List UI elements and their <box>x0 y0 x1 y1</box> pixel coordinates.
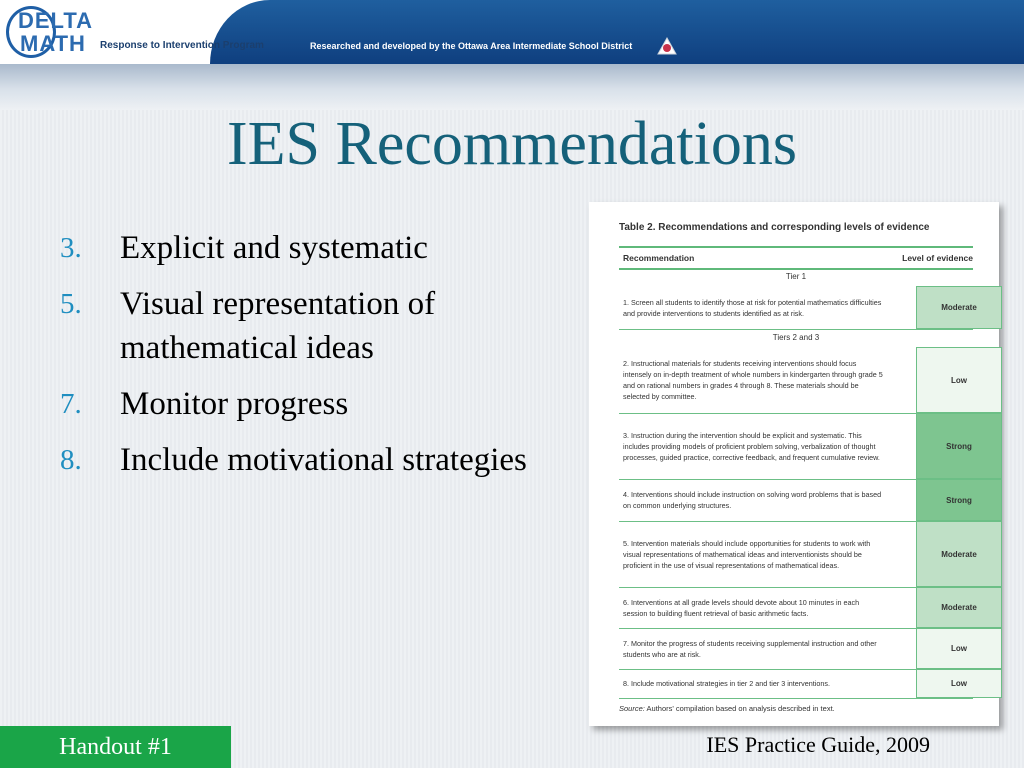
list-item-number: 8. <box>60 444 82 476</box>
column-header-recommendation: Recommendation <box>623 253 695 263</box>
list-item <box>60 282 530 370</box>
list-item-number: 3. <box>60 232 82 264</box>
recommendation-text: 1. Screen all students to identify those at risk for potential mathematics difficulties and provide interventions to students identified as at risk. <box>623 297 882 318</box>
evidence-level: Strong <box>916 479 1002 521</box>
recommendation-text: 8. Include motivational strategies in tier 2 and tier 3 interventions. <box>623 679 830 688</box>
table-row <box>619 286 977 330</box>
list-item-text: Visual representation of mathematical ideas <box>120 286 436 366</box>
source-label: Source: <box>619 704 645 713</box>
logo-word-math: MATH <box>20 31 86 56</box>
recommendation-text: 5. Intervention materials should include opportunities for students to work with visual representations of mathematical ideas and interventionists should be proficient in the use of visual representations of mathematical ideas. <box>623 538 871 570</box>
developer-credit: Researched and developed by the Ottawa Area Intermediate School District <box>310 41 633 51</box>
header-blue-band <box>210 0 1024 64</box>
evidence-level: Low <box>916 628 1002 669</box>
slide-title: IES Recommendations <box>227 110 797 178</box>
citation-text: IES Practice Guide, 2009 <box>706 732 930 757</box>
table-row <box>619 669 973 699</box>
recommendation-text: 3. Instruction during the intervention should be explicit and systematic. This includes providing models of proficient problem solving, verbalization of thought processes, guided practice, corrective feedback, and frequent cumulative review. <box>623 430 880 462</box>
table-row <box>619 628 973 670</box>
program-name: Response to Intervention Program <box>100 40 264 51</box>
list-item-number: 7. <box>60 388 82 420</box>
table-row <box>619 479 973 522</box>
recommendation-text: 2. Instructional materials for students receiving interventions should focus intensely on in-depth treatment of whole numbers in kindergarten through grade 5 and on rational numbers in grades 4 through 8. These materials should be selected by committee. <box>623 359 883 401</box>
list-item <box>60 438 530 482</box>
list-item <box>60 226 530 270</box>
table-row <box>619 413 973 480</box>
table-row <box>619 587 977 629</box>
column-header-level: Level of evidence <box>902 253 973 263</box>
list-item-text: Include motivational strategies <box>120 442 527 478</box>
source-text: Authors' compilation based on analysis described in text. <box>646 704 835 713</box>
evidence-level: Strong <box>916 413 1002 479</box>
table-row <box>619 521 977 588</box>
evidence-level: Low <box>916 347 1002 413</box>
handout-label: Handout #1 <box>0 726 231 768</box>
table-row <box>619 347 973 414</box>
evidence-level: Low <box>916 669 1002 698</box>
logo-word-delta: DELTA <box>18 8 94 33</box>
recommendation-text: 7. Monitor the progress of students receiving supplemental instruction and other students who are at risk. <box>623 638 877 659</box>
list-item <box>60 382 530 426</box>
delta-math-logo <box>6 4 98 60</box>
recommendation-list <box>60 226 530 494</box>
table-source-note <box>619 704 835 713</box>
table-title: Table 2. Recommendations and corresponding levels of evidence <box>619 222 930 233</box>
recommendation-text: 4. Interventions should include instruction on solving word problems that is based on common underlying structures. <box>623 490 882 510</box>
evidence-table-image <box>589 202 999 726</box>
list-item-number: 5. <box>60 288 82 320</box>
header-banner <box>0 0 1024 64</box>
tier-label: Tiers 2 and 3 <box>772 333 820 342</box>
evidence-level: Moderate <box>916 286 1002 329</box>
table-header <box>619 246 973 270</box>
list-item-text: Explicit and systematic <box>120 230 428 266</box>
evidence-level: Moderate <box>916 587 1002 628</box>
recommendation-text: 6. Interventions at all grade levels should devote about 10 minutes in each session to building fluent retrieval of basic arithmetic facts. <box>623 597 860 618</box>
evidence-level: Moderate <box>916 521 1002 587</box>
tier-label: Tier 1 <box>785 272 807 281</box>
district-logo-icon <box>656 36 678 56</box>
list-item-text: Monitor progress <box>120 386 349 422</box>
